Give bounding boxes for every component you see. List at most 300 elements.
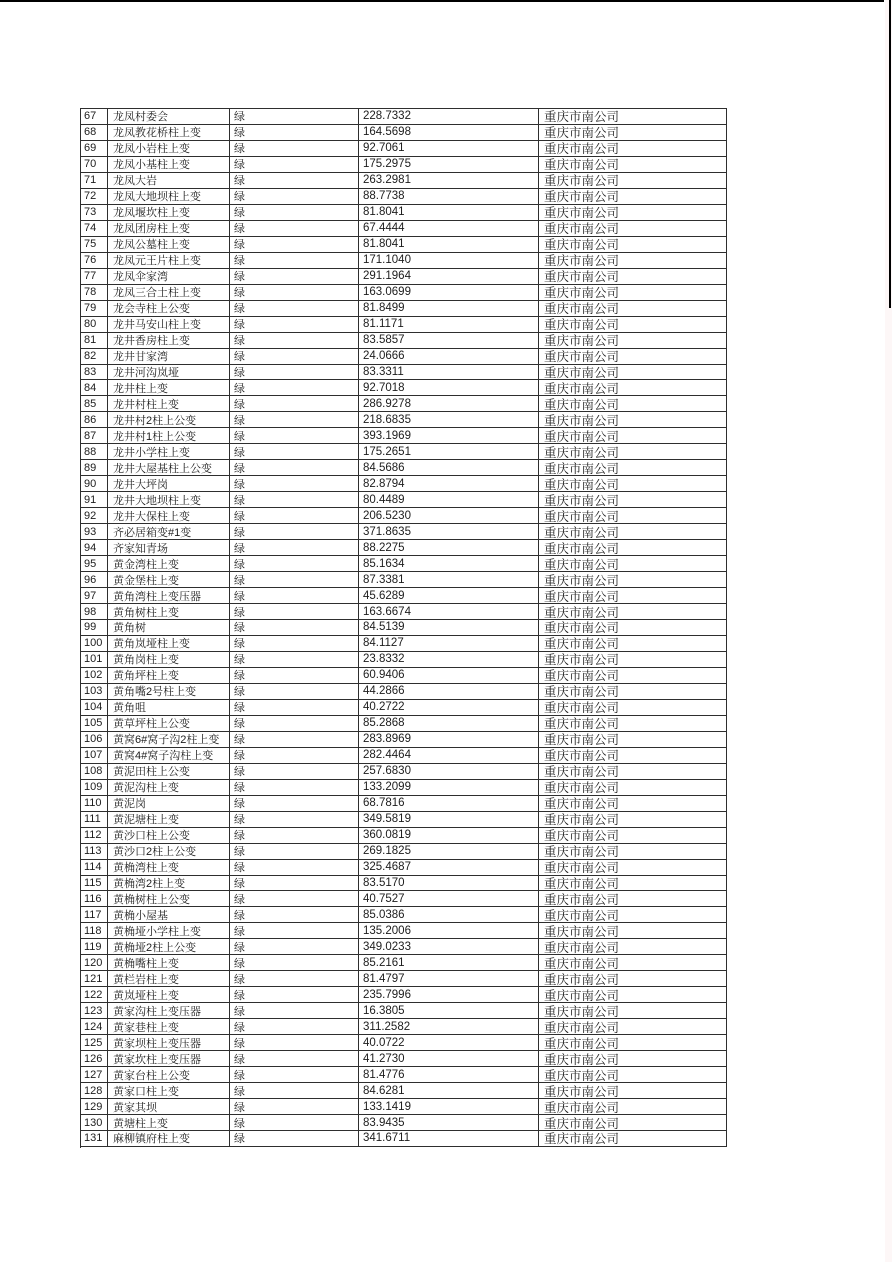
- status-cell[interactable]: 绿: [230, 588, 359, 604]
- status-cell[interactable]: 绿: [230, 844, 359, 860]
- row-number-cell[interactable]: 80: [81, 317, 108, 333]
- value-cell[interactable]: 269.1825: [359, 844, 539, 860]
- row-number-cell[interactable]: 113: [81, 844, 108, 860]
- name-cell[interactable]: 黄角岗柱上变: [108, 652, 230, 668]
- row-number-cell[interactable]: 75: [81, 237, 108, 253]
- name-cell[interactable]: 黄沙口2柱上公变: [108, 844, 230, 860]
- name-cell[interactable]: 黄泥岗: [108, 796, 230, 812]
- company-cell[interactable]: 重庆市南公司: [539, 923, 727, 939]
- row-number-cell[interactable]: 84: [81, 380, 108, 396]
- company-cell[interactable]: 重庆市南公司: [539, 796, 727, 812]
- value-cell[interactable]: 349.0233: [359, 939, 539, 955]
- name-cell[interactable]: 龙井河沟岚垭: [108, 365, 230, 381]
- row-number-cell[interactable]: 130: [81, 1115, 108, 1131]
- row-number-cell[interactable]: 112: [81, 828, 108, 844]
- row-number-cell[interactable]: 108: [81, 764, 108, 780]
- status-cell[interactable]: 绿: [230, 237, 359, 253]
- row-number-cell[interactable]: 125: [81, 1035, 108, 1051]
- name-cell[interactable]: 龙会寺柱上公变: [108, 301, 230, 317]
- name-cell[interactable]: 黄桷湾柱上变: [108, 860, 230, 876]
- status-cell[interactable]: 绿: [230, 700, 359, 716]
- row-number-cell[interactable]: 101: [81, 652, 108, 668]
- name-cell[interactable]: 黄角树柱上变: [108, 604, 230, 620]
- row-number-cell[interactable]: 71: [81, 173, 108, 189]
- status-cell[interactable]: 绿: [230, 1083, 359, 1099]
- value-cell[interactable]: 175.2651: [359, 444, 539, 460]
- company-cell[interactable]: 重庆市南公司: [539, 524, 727, 540]
- company-cell[interactable]: 重庆市南公司: [539, 1099, 727, 1115]
- company-cell[interactable]: 重庆市南公司: [539, 333, 727, 349]
- status-cell[interactable]: 绿: [230, 987, 359, 1003]
- row-number-cell[interactable]: 131: [81, 1131, 108, 1147]
- status-cell[interactable]: 绿: [230, 317, 359, 333]
- value-cell[interactable]: 23.8332: [359, 652, 539, 668]
- status-cell[interactable]: 绿: [230, 668, 359, 684]
- row-number-cell[interactable]: 120: [81, 955, 108, 971]
- status-cell[interactable]: 绿: [230, 1067, 359, 1083]
- status-cell[interactable]: 绿: [230, 492, 359, 508]
- name-cell[interactable]: 黄草坪柱上公变: [108, 716, 230, 732]
- company-cell[interactable]: 重庆市南公司: [539, 700, 727, 716]
- value-cell[interactable]: 84.5686: [359, 460, 539, 476]
- row-number-cell[interactable]: 116: [81, 891, 108, 907]
- company-cell[interactable]: 重庆市南公司: [539, 907, 727, 923]
- value-cell[interactable]: 133.1419: [359, 1099, 539, 1115]
- name-cell[interactable]: 黄家沟柱上变压器: [108, 1003, 230, 1019]
- name-cell[interactable]: 龙井大地坝柱上变: [108, 492, 230, 508]
- name-cell[interactable]: 黄沙口柱上公变: [108, 828, 230, 844]
- company-cell[interactable]: 重庆市南公司: [539, 668, 727, 684]
- value-cell[interactable]: 81.4776: [359, 1067, 539, 1083]
- company-cell[interactable]: 重庆市南公司: [539, 1003, 727, 1019]
- status-cell[interactable]: 绿: [230, 444, 359, 460]
- value-cell[interactable]: 135.2006: [359, 923, 539, 939]
- name-cell[interactable]: 黄角嘴2号柱上变: [108, 684, 230, 700]
- row-number-cell[interactable]: 123: [81, 1003, 108, 1019]
- company-cell[interactable]: 重庆市南公司: [539, 125, 727, 141]
- name-cell[interactable]: 龙井马安山柱上变: [108, 317, 230, 333]
- name-cell[interactable]: 龙凤堰坎柱上变: [108, 205, 230, 221]
- status-cell[interactable]: 绿: [230, 253, 359, 269]
- status-cell[interactable]: 绿: [230, 923, 359, 939]
- row-number-cell[interactable]: 104: [81, 700, 108, 716]
- company-cell[interactable]: 重庆市南公司: [539, 556, 727, 572]
- value-cell[interactable]: 393.1969: [359, 428, 539, 444]
- value-cell[interactable]: 282.4464: [359, 748, 539, 764]
- name-cell[interactable]: 龙凤教花桥柱上变: [108, 125, 230, 141]
- row-number-cell[interactable]: 128: [81, 1083, 108, 1099]
- status-cell[interactable]: 绿: [230, 141, 359, 157]
- name-cell[interactable]: 龙井小学柱上变: [108, 444, 230, 460]
- company-cell[interactable]: 重庆市南公司: [539, 221, 727, 237]
- row-number-cell[interactable]: 74: [81, 221, 108, 237]
- status-cell[interactable]: 绿: [230, 1131, 359, 1147]
- company-cell[interactable]: 重庆市南公司: [539, 253, 727, 269]
- value-cell[interactable]: 263.2981: [359, 173, 539, 189]
- company-cell[interactable]: 重庆市南公司: [539, 876, 727, 892]
- company-cell[interactable]: 重庆市南公司: [539, 1067, 727, 1083]
- row-number-cell[interactable]: 78: [81, 285, 108, 301]
- row-number-cell[interactable]: 110: [81, 796, 108, 812]
- status-cell[interactable]: 绿: [230, 221, 359, 237]
- value-cell[interactable]: 85.2868: [359, 716, 539, 732]
- company-cell[interactable]: 重庆市南公司: [539, 1083, 727, 1099]
- name-cell[interactable]: 黄桷树柱上公变: [108, 891, 230, 907]
- value-cell[interactable]: 83.3311: [359, 365, 539, 381]
- name-cell[interactable]: 黄金湾柱上变: [108, 556, 230, 572]
- status-cell[interactable]: 绿: [230, 173, 359, 189]
- name-cell[interactable]: 龙凤大岩: [108, 173, 230, 189]
- value-cell[interactable]: 82.8794: [359, 476, 539, 492]
- status-cell[interactable]: 绿: [230, 971, 359, 987]
- status-cell[interactable]: 绿: [230, 732, 359, 748]
- value-cell[interactable]: 88.2275: [359, 540, 539, 556]
- company-cell[interactable]: 重庆市南公司: [539, 396, 727, 412]
- row-number-cell[interactable]: 85: [81, 396, 108, 412]
- value-cell[interactable]: 87.3381: [359, 572, 539, 588]
- company-cell[interactable]: 重庆市南公司: [539, 349, 727, 365]
- row-number-cell[interactable]: 126: [81, 1051, 108, 1067]
- name-cell[interactable]: 黄家巷柱上变: [108, 1019, 230, 1035]
- row-number-cell[interactable]: 87: [81, 428, 108, 444]
- value-cell[interactable]: 349.5819: [359, 812, 539, 828]
- company-cell[interactable]: 重庆市南公司: [539, 939, 727, 955]
- value-cell[interactable]: 81.8499: [359, 301, 539, 317]
- name-cell[interactable]: 黄家口柱上变: [108, 1083, 230, 1099]
- company-cell[interactable]: 重庆市南公司: [539, 1035, 727, 1051]
- status-cell[interactable]: 绿: [230, 349, 359, 365]
- name-cell[interactable]: 龙井香房柱上变: [108, 333, 230, 349]
- row-number-cell[interactable]: 96: [81, 572, 108, 588]
- row-number-cell[interactable]: 121: [81, 971, 108, 987]
- status-cell[interactable]: 绿: [230, 1115, 359, 1131]
- company-cell[interactable]: 重庆市南公司: [539, 380, 727, 396]
- status-cell[interactable]: 绿: [230, 652, 359, 668]
- status-cell[interactable]: 绿: [230, 1099, 359, 1115]
- name-cell[interactable]: 麻柳镇府柱上变: [108, 1131, 230, 1147]
- status-cell[interactable]: 绿: [230, 1035, 359, 1051]
- row-number-cell[interactable]: 115: [81, 876, 108, 892]
- company-cell[interactable]: 重庆市南公司: [539, 540, 727, 556]
- name-cell[interactable]: 黄桷垭2柱上公变: [108, 939, 230, 955]
- row-number-cell[interactable]: 111: [81, 812, 108, 828]
- name-cell[interactable]: 黄角岚垭柱上变: [108, 636, 230, 652]
- name-cell[interactable]: 黄家其坝: [108, 1099, 230, 1115]
- company-cell[interactable]: 重庆市南公司: [539, 508, 727, 524]
- value-cell[interactable]: 81.8041: [359, 205, 539, 221]
- value-cell[interactable]: 164.5698: [359, 125, 539, 141]
- company-cell[interactable]: 重庆市南公司: [539, 428, 727, 444]
- row-number-cell[interactable]: 124: [81, 1019, 108, 1035]
- row-number-cell[interactable]: 94: [81, 540, 108, 556]
- name-cell[interactable]: 龙井大保柱上变: [108, 508, 230, 524]
- company-cell[interactable]: 重庆市南公司: [539, 684, 727, 700]
- value-cell[interactable]: 40.7527: [359, 891, 539, 907]
- company-cell[interactable]: 重庆市南公司: [539, 732, 727, 748]
- row-number-cell[interactable]: 118: [81, 923, 108, 939]
- status-cell[interactable]: 绿: [230, 285, 359, 301]
- value-cell[interactable]: 81.4797: [359, 971, 539, 987]
- name-cell[interactable]: 龙凤团房柱上变: [108, 221, 230, 237]
- value-cell[interactable]: 68.7816: [359, 796, 539, 812]
- row-number-cell[interactable]: 107: [81, 748, 108, 764]
- status-cell[interactable]: 绿: [230, 604, 359, 620]
- row-number-cell[interactable]: 76: [81, 253, 108, 269]
- company-cell[interactable]: 重庆市南公司: [539, 812, 727, 828]
- row-number-cell[interactable]: 82: [81, 349, 108, 365]
- company-cell[interactable]: 重庆市南公司: [539, 157, 727, 173]
- status-cell[interactable]: 绿: [230, 828, 359, 844]
- value-cell[interactable]: 92.7061: [359, 141, 539, 157]
- company-cell[interactable]: 重庆市南公司: [539, 716, 727, 732]
- company-cell[interactable]: 重庆市南公司: [539, 476, 727, 492]
- company-cell[interactable]: 重庆市南公司: [539, 412, 727, 428]
- company-cell[interactable]: 重庆市南公司: [539, 1051, 727, 1067]
- row-number-cell[interactable]: 106: [81, 732, 108, 748]
- status-cell[interactable]: 绿: [230, 412, 359, 428]
- name-cell[interactable]: 黄窝6#窝子沟2柱上变: [108, 732, 230, 748]
- status-cell[interactable]: 绿: [230, 780, 359, 796]
- row-number-cell[interactable]: 77: [81, 269, 108, 285]
- name-cell[interactable]: 黄桷垭小学柱上变: [108, 923, 230, 939]
- row-number-cell[interactable]: 81: [81, 333, 108, 349]
- row-number-cell[interactable]: 88: [81, 444, 108, 460]
- name-cell[interactable]: 黄角咀: [108, 700, 230, 716]
- row-number-cell[interactable]: 105: [81, 716, 108, 732]
- status-cell[interactable]: 绿: [230, 396, 359, 412]
- row-number-cell[interactable]: 79: [81, 301, 108, 317]
- row-number-cell[interactable]: 72: [81, 189, 108, 205]
- company-cell[interactable]: 重庆市南公司: [539, 237, 727, 253]
- value-cell[interactable]: 84.6281: [359, 1083, 539, 1099]
- status-cell[interactable]: 绿: [230, 891, 359, 907]
- row-number-cell[interactable]: 92: [81, 508, 108, 524]
- value-cell[interactable]: 24.0666: [359, 349, 539, 365]
- value-cell[interactable]: 371.8635: [359, 524, 539, 540]
- value-cell[interactable]: 206.5230: [359, 508, 539, 524]
- status-cell[interactable]: 绿: [230, 939, 359, 955]
- row-number-cell[interactable]: 90: [81, 476, 108, 492]
- status-cell[interactable]: 绿: [230, 460, 359, 476]
- company-cell[interactable]: 重庆市南公司: [539, 652, 727, 668]
- name-cell[interactable]: 龙凤小基柱上变: [108, 157, 230, 173]
- name-cell[interactable]: 黄桷嘴柱上变: [108, 955, 230, 971]
- company-cell[interactable]: 重庆市南公司: [539, 588, 727, 604]
- status-cell[interactable]: 绿: [230, 269, 359, 285]
- value-cell[interactable]: 88.7738: [359, 189, 539, 205]
- company-cell[interactable]: 重庆市南公司: [539, 1131, 727, 1147]
- company-cell[interactable]: 重庆市南公司: [539, 301, 727, 317]
- status-cell[interactable]: 绿: [230, 109, 359, 125]
- status-cell[interactable]: 绿: [230, 189, 359, 205]
- name-cell[interactable]: 龙井甘家湾: [108, 349, 230, 365]
- value-cell[interactable]: 85.1634: [359, 556, 539, 572]
- company-cell[interactable]: 重庆市南公司: [539, 269, 727, 285]
- company-cell[interactable]: 重庆市南公司: [539, 285, 727, 301]
- value-cell[interactable]: 257.6830: [359, 764, 539, 780]
- name-cell[interactable]: 齐家知青场: [108, 540, 230, 556]
- status-cell[interactable]: 绿: [230, 684, 359, 700]
- value-cell[interactable]: 67.4444: [359, 221, 539, 237]
- company-cell[interactable]: 重庆市南公司: [539, 780, 727, 796]
- name-cell[interactable]: 龙凤伞家湾: [108, 269, 230, 285]
- value-cell[interactable]: 311.2582: [359, 1019, 539, 1035]
- row-number-cell[interactable]: 117: [81, 907, 108, 923]
- status-cell[interactable]: 绿: [230, 428, 359, 444]
- name-cell[interactable]: 黄角树: [108, 620, 230, 636]
- company-cell[interactable]: 重庆市南公司: [539, 109, 727, 125]
- name-cell[interactable]: 黄栏岩柱上变: [108, 971, 230, 987]
- value-cell[interactable]: 44.2866: [359, 684, 539, 700]
- value-cell[interactable]: 218.6835: [359, 412, 539, 428]
- company-cell[interactable]: 重庆市南公司: [539, 173, 727, 189]
- company-cell[interactable]: 重庆市南公司: [539, 987, 727, 1003]
- name-cell[interactable]: 齐必居箱变#1变: [108, 524, 230, 540]
- value-cell[interactable]: 163.6674: [359, 604, 539, 620]
- status-cell[interactable]: 绿: [230, 508, 359, 524]
- value-cell[interactable]: 81.1171: [359, 317, 539, 333]
- name-cell[interactable]: 黄泥沟柱上变: [108, 780, 230, 796]
- name-cell[interactable]: 黄家台柱上公变: [108, 1067, 230, 1083]
- name-cell[interactable]: 龙井大坪岗: [108, 476, 230, 492]
- row-number-cell[interactable]: 73: [81, 205, 108, 221]
- row-number-cell[interactable]: 70: [81, 157, 108, 173]
- value-cell[interactable]: 360.0819: [359, 828, 539, 844]
- value-cell[interactable]: 325.4687: [359, 860, 539, 876]
- value-cell[interactable]: 171.1040: [359, 253, 539, 269]
- company-cell[interactable]: 重庆市南公司: [539, 572, 727, 588]
- value-cell[interactable]: 341.6711: [359, 1131, 539, 1147]
- company-cell[interactable]: 重庆市南公司: [539, 1019, 727, 1035]
- company-cell[interactable]: 重庆市南公司: [539, 748, 727, 764]
- company-cell[interactable]: 重庆市南公司: [539, 317, 727, 333]
- value-cell[interactable]: 41.2730: [359, 1051, 539, 1067]
- value-cell[interactable]: 235.7996: [359, 987, 539, 1003]
- row-number-cell[interactable]: 114: [81, 860, 108, 876]
- name-cell[interactable]: 龙井村柱上变: [108, 396, 230, 412]
- company-cell[interactable]: 重庆市南公司: [539, 141, 727, 157]
- row-number-cell[interactable]: 98: [81, 604, 108, 620]
- row-number-cell[interactable]: 103: [81, 684, 108, 700]
- status-cell[interactable]: 绿: [230, 540, 359, 556]
- value-cell[interactable]: 83.9435: [359, 1115, 539, 1131]
- status-cell[interactable]: 绿: [230, 764, 359, 780]
- name-cell[interactable]: 龙井村2柱上公变: [108, 412, 230, 428]
- row-number-cell[interactable]: 119: [81, 939, 108, 955]
- name-cell[interactable]: 龙井柱上变: [108, 380, 230, 396]
- company-cell[interactable]: 重庆市南公司: [539, 492, 727, 508]
- status-cell[interactable]: 绿: [230, 812, 359, 828]
- company-cell[interactable]: 重庆市南公司: [539, 205, 727, 221]
- name-cell[interactable]: 龙凤元王片柱上变: [108, 253, 230, 269]
- value-cell[interactable]: 81.8041: [359, 237, 539, 253]
- company-cell[interactable]: 重庆市南公司: [539, 955, 727, 971]
- name-cell[interactable]: 龙井大屋基柱上公变: [108, 460, 230, 476]
- status-cell[interactable]: 绿: [230, 476, 359, 492]
- status-cell[interactable]: 绿: [230, 1051, 359, 1067]
- status-cell[interactable]: 绿: [230, 301, 359, 317]
- name-cell[interactable]: 龙井村1柱上公变: [108, 428, 230, 444]
- row-number-cell[interactable]: 102: [81, 668, 108, 684]
- value-cell[interactable]: 40.0722: [359, 1035, 539, 1051]
- value-cell[interactable]: 84.1127: [359, 636, 539, 652]
- value-cell[interactable]: 60.9406: [359, 668, 539, 684]
- status-cell[interactable]: 绿: [230, 572, 359, 588]
- row-number-cell[interactable]: 122: [81, 987, 108, 1003]
- company-cell[interactable]: 重庆市南公司: [539, 460, 727, 476]
- row-number-cell[interactable]: 100: [81, 636, 108, 652]
- company-cell[interactable]: 重庆市南公司: [539, 891, 727, 907]
- value-cell[interactable]: 133.2099: [359, 780, 539, 796]
- status-cell[interactable]: 绿: [230, 157, 359, 173]
- value-cell[interactable]: 228.7332: [359, 109, 539, 125]
- row-number-cell[interactable]: 129: [81, 1099, 108, 1115]
- company-cell[interactable]: 重庆市南公司: [539, 764, 727, 780]
- name-cell[interactable]: 黄家坎柱上变压器: [108, 1051, 230, 1067]
- name-cell[interactable]: 黄角湾柱上变压器: [108, 588, 230, 604]
- value-cell[interactable]: 286.9278: [359, 396, 539, 412]
- status-cell[interactable]: 绿: [230, 876, 359, 892]
- name-cell[interactable]: 黄金堡柱上变: [108, 572, 230, 588]
- company-cell[interactable]: 重庆市南公司: [539, 1115, 727, 1131]
- company-cell[interactable]: 重庆市南公司: [539, 604, 727, 620]
- row-number-cell[interactable]: 127: [81, 1067, 108, 1083]
- name-cell[interactable]: 龙凤大地坝柱上变: [108, 189, 230, 205]
- value-cell[interactable]: 92.7018: [359, 380, 539, 396]
- value-cell[interactable]: 84.5139: [359, 620, 539, 636]
- status-cell[interactable]: 绿: [230, 365, 359, 381]
- value-cell[interactable]: 85.2161: [359, 955, 539, 971]
- name-cell[interactable]: 黄家坝柱上变压器: [108, 1035, 230, 1051]
- status-cell[interactable]: 绿: [230, 205, 359, 221]
- value-cell[interactable]: 16.3805: [359, 1003, 539, 1019]
- company-cell[interactable]: 重庆市南公司: [539, 828, 727, 844]
- status-cell[interactable]: 绿: [230, 125, 359, 141]
- name-cell[interactable]: 龙凤三合土柱上变: [108, 285, 230, 301]
- name-cell[interactable]: 龙凤小岩柱上变: [108, 141, 230, 157]
- name-cell[interactable]: 黄窝4#窝子沟柱上变: [108, 748, 230, 764]
- company-cell[interactable]: 重庆市南公司: [539, 189, 727, 205]
- status-cell[interactable]: 绿: [230, 333, 359, 349]
- value-cell[interactable]: 175.2975: [359, 157, 539, 173]
- value-cell[interactable]: 85.0386: [359, 907, 539, 923]
- row-number-cell[interactable]: 67: [81, 109, 108, 125]
- row-number-cell[interactable]: 83: [81, 365, 108, 381]
- name-cell[interactable]: 龙凤公墓柱上变: [108, 237, 230, 253]
- value-cell[interactable]: 283.8969: [359, 732, 539, 748]
- name-cell[interactable]: 黄桷湾2柱上变: [108, 876, 230, 892]
- row-number-cell[interactable]: 99: [81, 620, 108, 636]
- row-number-cell[interactable]: 68: [81, 125, 108, 141]
- status-cell[interactable]: 绿: [230, 748, 359, 764]
- row-number-cell[interactable]: 91: [81, 492, 108, 508]
- company-cell[interactable]: 重庆市南公司: [539, 620, 727, 636]
- company-cell[interactable]: 重庆市南公司: [539, 971, 727, 987]
- company-cell[interactable]: 重庆市南公司: [539, 636, 727, 652]
- company-cell[interactable]: 重庆市南公司: [539, 860, 727, 876]
- name-cell[interactable]: 黄岚垭柱上变: [108, 987, 230, 1003]
- name-cell[interactable]: 黄泥塘柱上变: [108, 812, 230, 828]
- name-cell[interactable]: 黄桷小屋基: [108, 907, 230, 923]
- row-number-cell[interactable]: 93: [81, 524, 108, 540]
- status-cell[interactable]: 绿: [230, 860, 359, 876]
- status-cell[interactable]: 绿: [230, 1003, 359, 1019]
- name-cell[interactable]: 黄角坪柱上变: [108, 668, 230, 684]
- status-cell[interactable]: 绿: [230, 796, 359, 812]
- value-cell[interactable]: 163.0699: [359, 285, 539, 301]
- status-cell[interactable]: 绿: [230, 620, 359, 636]
- status-cell[interactable]: 绿: [230, 716, 359, 732]
